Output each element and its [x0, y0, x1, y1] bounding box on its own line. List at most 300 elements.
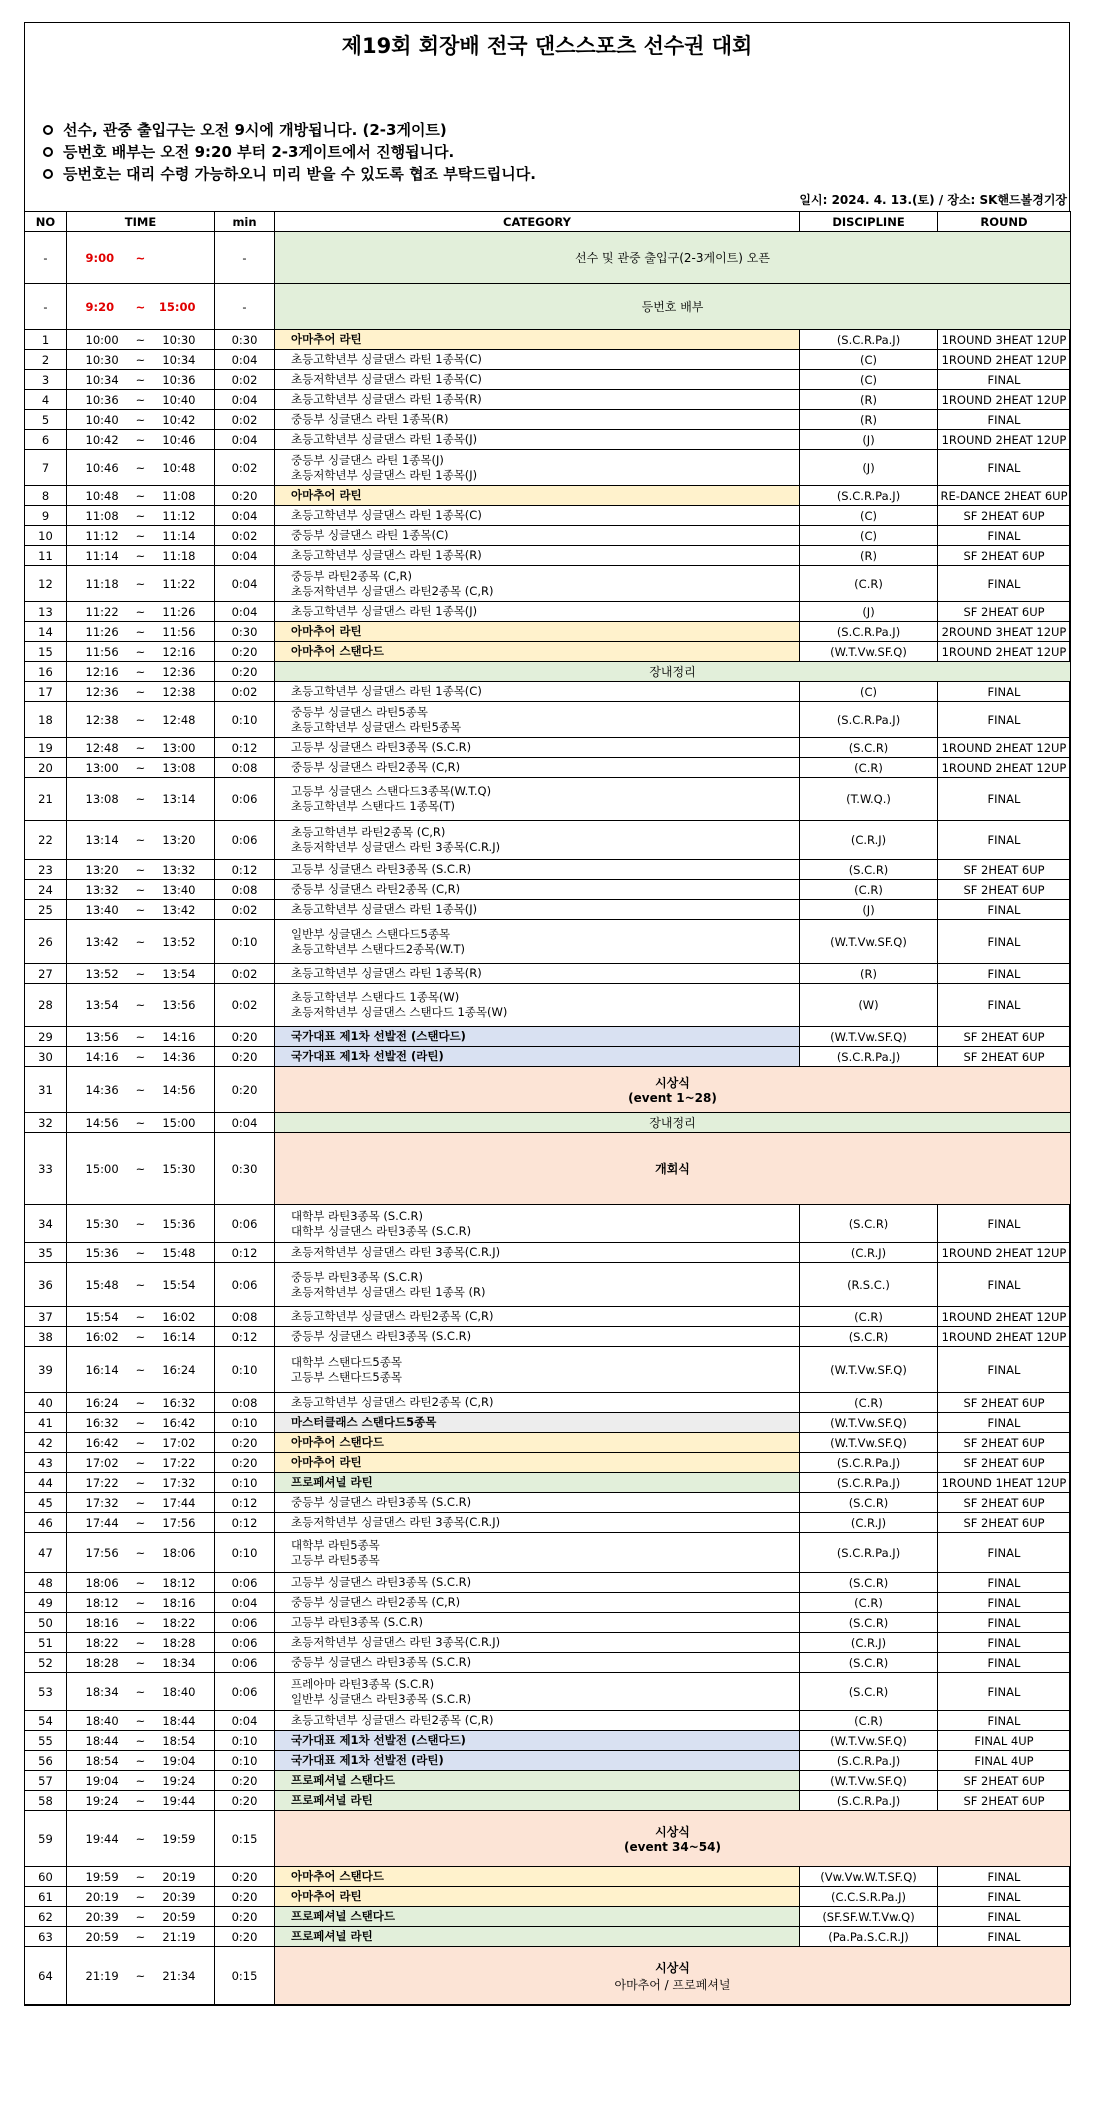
row-time — [67, 1027, 215, 1047]
category-line: 초등저학년부 싱글댄스 라틴 1종목(C) — [291, 372, 482, 386]
row-round: FINAL — [938, 370, 1071, 390]
row-duration: 0:10 — [215, 702, 275, 738]
row-number: 45 — [25, 1493, 67, 1513]
row-number: 34 — [25, 1205, 67, 1243]
time-start: 15:30 — [85, 1216, 119, 1231]
time-end: 11:14 — [162, 528, 196, 543]
category-line: 국가대표 제1차 선발전 (라틴) — [291, 1049, 444, 1063]
row-time — [67, 486, 215, 506]
time-start: 15:36 — [85, 1245, 119, 1260]
row-duration: 0:04 — [215, 506, 275, 526]
time-separator: ~ — [135, 1362, 146, 1377]
row-time — [67, 1067, 215, 1113]
row-discipline: (J) — [800, 900, 938, 920]
row-time — [67, 1205, 215, 1243]
category-line: 중등부 싱글댄스 라틴5종목 — [291, 704, 428, 719]
time-start: 14:16 — [85, 1049, 119, 1064]
row-discipline: (S.C.R.Pa.J) — [800, 1047, 938, 1067]
row-duration: 0:04 — [215, 350, 275, 370]
time-separator: ~ — [135, 1395, 146, 1410]
row-category — [275, 682, 800, 702]
time-end: 11:12 — [162, 508, 196, 523]
time-end: 16:42 — [162, 1415, 196, 1430]
time-separator: ~ — [135, 528, 146, 543]
row-number: - — [25, 232, 67, 284]
category-line: 중등부 싱글댄스 라틴3종목 (S.C.R) — [291, 1655, 472, 1669]
time-separator: ~ — [135, 392, 146, 407]
category-line: 초등고학년부 싱글댄스 라틴 1종목(R) — [291, 548, 482, 562]
row-round: FINAL 4UP — [938, 1731, 1071, 1751]
row-round: FINAL — [938, 1613, 1071, 1633]
table-row — [25, 1593, 1071, 1613]
row-category — [275, 1243, 800, 1263]
time-start: 15:48 — [85, 1277, 119, 1292]
time-end: 15:30 — [162, 1161, 196, 1176]
row-round: FINAL — [938, 920, 1071, 964]
time-start: 13:42 — [85, 934, 119, 949]
row-number: 64 — [25, 1947, 67, 2005]
row-category — [275, 1027, 800, 1047]
header-category: CATEGORY — [275, 212, 800, 232]
time-separator: ~ — [135, 1713, 146, 1728]
category-line: 초등고학년부 싱글댄스 라틴 1종목(C) — [291, 508, 482, 522]
row-duration: 0:02 — [215, 984, 275, 1027]
time-start: 12:36 — [85, 684, 119, 699]
time-end: 13:20 — [162, 833, 196, 847]
table-row — [25, 642, 1071, 662]
row-time — [67, 1327, 215, 1347]
row-discipline: (Vw.Vw.W.T.SF.Q) — [800, 1867, 938, 1887]
time-start: 9:00 — [85, 250, 115, 265]
row-number: 39 — [25, 1347, 67, 1393]
row-discipline: (R) — [800, 964, 938, 984]
time-start: 13:40 — [85, 902, 119, 917]
row-discipline: (C.R) — [800, 758, 938, 778]
category-line: 대학부 싱글댄스 라틴3종목 (S.C.R) — [291, 1223, 472, 1238]
time-start: 13:56 — [85, 1029, 119, 1044]
row-time — [67, 1751, 215, 1771]
row-round: FINAL — [938, 984, 1071, 1027]
row-duration: 0:04 — [215, 566, 275, 602]
time-separator: ~ — [135, 250, 146, 265]
row-duration: 0:20 — [215, 1907, 275, 1927]
time-start: 18:44 — [85, 1733, 119, 1748]
row-number: 60 — [25, 1867, 67, 1887]
time-start: 18:28 — [85, 1655, 119, 1670]
row-duration: 0:20 — [215, 1927, 275, 1947]
time-separator: ~ — [135, 1869, 146, 1884]
row-discipline: (C) — [800, 682, 938, 702]
time-end: 13:32 — [162, 862, 196, 877]
time-separator: ~ — [135, 712, 146, 727]
time-separator: ~ — [135, 1029, 146, 1044]
row-round: SF 2HEAT 6UP — [938, 1493, 1071, 1513]
time-start: 11:26 — [85, 624, 119, 639]
time-start: 12:48 — [85, 740, 119, 755]
time-end: 17:44 — [162, 1495, 196, 1510]
row-category — [275, 1433, 800, 1453]
row-discipline: (W.T.Vw.SF.Q) — [800, 642, 938, 662]
row-duration: 0:20 — [215, 1027, 275, 1047]
category-line: 대학부 라틴5종목 — [291, 1537, 380, 1552]
time-start: 19:04 — [85, 1773, 119, 1788]
row-number: 14 — [25, 622, 67, 642]
row-duration: 0:06 — [215, 1633, 275, 1653]
row-duration: 0:20 — [215, 486, 275, 506]
row-time — [67, 622, 215, 642]
time-start: 18:40 — [85, 1713, 119, 1728]
time-start: 11:14 — [85, 548, 119, 563]
table-row — [25, 1731, 1071, 1751]
row-category — [275, 602, 800, 622]
time-start: 13:32 — [85, 882, 119, 897]
row-discipline: (C) — [800, 506, 938, 526]
row-duration: 0:20 — [215, 1067, 275, 1113]
row-category — [275, 1327, 800, 1347]
row-duration: 0:06 — [215, 1263, 275, 1307]
category-line: 초등고학년부 싱글댄스 라틴2종목 (C,R) — [291, 1309, 494, 1323]
table-row — [25, 920, 1071, 964]
row-round: 1ROUND 2HEAT 12UP — [938, 390, 1071, 410]
row-duration: 0:04 — [215, 430, 275, 450]
row-time — [67, 232, 215, 284]
time-separator: ~ — [135, 508, 146, 523]
time-start: 17:44 — [85, 1515, 119, 1530]
row-duration: 0:04 — [215, 1593, 275, 1613]
row-round: SF 2HEAT 6UP — [938, 860, 1071, 880]
row-duration: 0:04 — [215, 1113, 275, 1133]
row-category — [275, 1633, 800, 1653]
row-round: FINAL — [938, 778, 1071, 821]
time-end: 18:54 — [162, 1733, 196, 1748]
row-time — [67, 1633, 215, 1653]
row-time — [67, 1927, 215, 1947]
row-category — [275, 778, 800, 821]
time-separator: ~ — [135, 1753, 146, 1768]
table-row — [25, 1771, 1071, 1791]
category-line: 중등부 싱글댄스 라틴2종목 (C,R) — [291, 1595, 461, 1609]
row-category — [275, 900, 800, 920]
row-discipline: (S.C.R.Pa.J) — [800, 1473, 938, 1493]
row-time — [67, 1133, 215, 1205]
time-separator: ~ — [135, 833, 146, 847]
time-end: 15:48 — [162, 1245, 196, 1260]
time-separator: ~ — [135, 1515, 146, 1530]
row-category — [275, 860, 800, 880]
time-separator: ~ — [135, 488, 146, 503]
time-separator: ~ — [135, 299, 146, 314]
time-separator: ~ — [135, 1575, 146, 1590]
category-line: 프로페셔널 라틴 — [291, 1929, 373, 1943]
row-round: SF 2HEAT 6UP — [938, 506, 1071, 526]
time-end: 15:00 — [158, 299, 196, 314]
time-start: 16:02 — [85, 1329, 119, 1344]
row-time — [67, 370, 215, 390]
time-start: 11:22 — [85, 604, 119, 619]
category-line: 초등고학년부 싱글댄스 라틴2종목 (C,R) — [291, 1395, 494, 1409]
table-row — [25, 1347, 1071, 1393]
time-separator: ~ — [135, 1277, 146, 1292]
category-line: 아마추어 스탠다드 — [291, 1435, 384, 1449]
time-end: 21:34 — [162, 1968, 196, 1983]
time-end: 18:44 — [162, 1713, 196, 1728]
time-separator: ~ — [135, 862, 146, 877]
time-end: 12:38 — [162, 684, 196, 699]
row-discipline: (C.R.J) — [800, 1633, 938, 1653]
row-round: 1ROUND 2HEAT 12UP — [938, 738, 1071, 758]
time-separator: ~ — [135, 372, 146, 387]
row-number: 18 — [25, 702, 67, 738]
time-end: 18:16 — [162, 1595, 196, 1610]
row-duration: 0:06 — [215, 1613, 275, 1633]
row-number: 16 — [25, 662, 67, 682]
category-line: 초등저학년부 싱글댄스 라틴 3종목(C.R.J) — [291, 1635, 501, 1649]
row-duration: 0:20 — [215, 1791, 275, 1811]
row-time — [67, 350, 215, 370]
row-number: 29 — [25, 1027, 67, 1047]
time-separator: ~ — [135, 902, 146, 917]
time-end: 10:30 — [162, 332, 196, 347]
row-round: 1ROUND 3HEAT 12UP — [938, 330, 1071, 350]
span-title: 시상식 — [655, 1960, 690, 1975]
table-row — [25, 232, 1071, 284]
category-line: 고등부 싱글댄스 라틴3종목 (S.C.R) — [291, 740, 472, 754]
row-number: 62 — [25, 1907, 67, 1927]
table-row — [25, 1433, 1071, 1453]
time-separator: ~ — [135, 1635, 146, 1650]
time-start: 16:42 — [85, 1435, 119, 1450]
row-duration: 0:06 — [215, 1673, 275, 1711]
row-number: 52 — [25, 1653, 67, 1673]
row-duration: 0:02 — [215, 900, 275, 920]
table-row — [25, 1473, 1071, 1493]
time-end: 18:28 — [162, 1635, 196, 1650]
row-category — [275, 1573, 800, 1593]
time-end: 15:54 — [162, 1277, 196, 1292]
time-end: 17:22 — [162, 1455, 196, 1470]
notice-list — [25, 69, 1069, 189]
row-duration: 0:30 — [215, 622, 275, 642]
time-end: 21:19 — [162, 1929, 196, 1944]
table-row — [25, 284, 1071, 330]
row-discipline: (S.C.R.Pa.J) — [800, 1751, 938, 1771]
time-separator: ~ — [135, 1545, 146, 1560]
time-end: 17:56 — [162, 1515, 196, 1530]
row-number: 46 — [25, 1513, 67, 1533]
row-number: 28 — [25, 984, 67, 1027]
time-start: 17:02 — [85, 1455, 119, 1470]
row-number: 17 — [25, 682, 67, 702]
category-line: 아마추어 라틴 — [291, 1889, 362, 1903]
row-time — [67, 390, 215, 410]
time-separator: ~ — [135, 1655, 146, 1670]
row-discipline: (S.C.R) — [800, 1653, 938, 1673]
event-info: 일시: 2024. 4. 13.(토) / 장소: SK핸드볼경기장 — [799, 193, 1067, 207]
time-start: 16:32 — [85, 1415, 119, 1430]
time-start: 10:42 — [85, 432, 119, 447]
row-duration: 0:20 — [215, 1867, 275, 1887]
row-number: 59 — [25, 1811, 67, 1867]
row-category — [275, 1711, 800, 1731]
span-subtitle: (event 1~28) — [628, 1091, 717, 1105]
category-line: 중등부 싱글댄스 라틴3종목 (S.C.R) — [291, 1329, 472, 1343]
header-discipline: DISCIPLINE — [800, 212, 938, 232]
time-end: 12:36 — [162, 664, 196, 679]
category-line: 초등고학년부 싱글댄스 라틴2종목 (C,R) — [291, 1713, 494, 1727]
row-time — [67, 1047, 215, 1067]
time-separator: ~ — [135, 1329, 146, 1344]
row-round: SF 2HEAT 6UP — [938, 602, 1071, 622]
row-time — [67, 1413, 215, 1433]
time-separator: ~ — [135, 1773, 146, 1788]
time-end: 18:40 — [162, 1684, 196, 1699]
row-number: 54 — [25, 1711, 67, 1731]
row-time — [67, 1533, 215, 1573]
category-line: 초등고학년부 싱글댄스 라틴 1종목(C) — [291, 684, 482, 698]
time-end: 11:08 — [162, 488, 196, 503]
table-row — [25, 1263, 1071, 1307]
category-line: 국가대표 제1차 선발전 (라틴) — [291, 1753, 444, 1767]
category-line: 중등부 싱글댄스 라틴2종목 (C,R) — [291, 760, 461, 774]
row-round: 1ROUND 2HEAT 12UP — [938, 1307, 1071, 1327]
row-number: 31 — [25, 1067, 67, 1113]
row-time — [67, 410, 215, 430]
time-end: 13:08 — [162, 760, 196, 775]
row-category — [275, 1771, 800, 1791]
row-category — [275, 984, 800, 1027]
row-duration: 0:20 — [215, 1771, 275, 1791]
row-number: 27 — [25, 964, 67, 984]
row-discipline: (SF.SF.W.T.Vw.Q) — [800, 1907, 938, 1927]
row-round: SF 2HEAT 6UP — [938, 880, 1071, 900]
row-duration: 0:10 — [215, 1533, 275, 1573]
time-start: 18:06 — [85, 1575, 119, 1590]
row-number: 53 — [25, 1673, 67, 1711]
table-row — [25, 1711, 1071, 1731]
row-round: FINAL — [938, 1867, 1071, 1887]
row-number: 57 — [25, 1771, 67, 1791]
time-start: 10:46 — [85, 460, 119, 475]
notice-item — [43, 141, 1069, 163]
row-category — [275, 1613, 800, 1633]
table-row — [25, 1887, 1071, 1907]
table-row — [25, 1133, 1071, 1205]
row-number: 10 — [25, 526, 67, 546]
table-row — [25, 778, 1071, 821]
row-category — [275, 738, 800, 758]
row-number: 36 — [25, 1263, 67, 1307]
row-time — [67, 1573, 215, 1593]
row-duration: 0:08 — [215, 758, 275, 778]
row-round: 2ROUND 3HEAT 12UP — [938, 622, 1071, 642]
span-title: 선수 및 관중 출입구(2-3게이트) 오픈 — [575, 251, 770, 265]
row-time — [67, 284, 215, 330]
table-row — [25, 410, 1071, 430]
category-line: 아마추어 라틴 — [291, 1455, 362, 1469]
table-row — [25, 1791, 1071, 1811]
time-separator: ~ — [135, 1435, 146, 1450]
time-separator: ~ — [135, 1615, 146, 1630]
table-row — [25, 900, 1071, 920]
row-duration: 0:10 — [215, 1751, 275, 1771]
table-row — [25, 1867, 1071, 1887]
time-end: 18:34 — [162, 1655, 196, 1670]
row-duration: 0:08 — [215, 880, 275, 900]
row-number: 33 — [25, 1133, 67, 1205]
category-line: 초등고학년부 라틴2종목 (C,R) — [291, 825, 446, 839]
row-duration: 0:10 — [215, 920, 275, 964]
span-title: 개회식 — [655, 1162, 690, 1176]
table-row — [25, 486, 1071, 506]
row-round: FINAL — [938, 410, 1071, 430]
table-row — [25, 430, 1071, 450]
span-title: 시상식 — [655, 1076, 690, 1090]
category-line: 아마추어 라틴 — [291, 488, 362, 502]
row-round: FINAL — [938, 1347, 1071, 1393]
row-duration: 0:20 — [215, 1887, 275, 1907]
table-row — [25, 602, 1071, 622]
row-number: 63 — [25, 1927, 67, 1947]
time-end: 15:36 — [162, 1216, 196, 1231]
row-time — [67, 964, 215, 984]
row-discipline: (S.C.R) — [800, 1673, 938, 1711]
row-time — [67, 546, 215, 566]
time-start: 13:20 — [85, 862, 119, 877]
time-end: 17:02 — [162, 1435, 196, 1450]
row-discipline: (S.C.R.Pa.J) — [800, 1791, 938, 1811]
row-number: - — [25, 284, 67, 330]
category-line: 중등부 싱글댄스 라틴3종목 (S.C.R) — [291, 1495, 472, 1509]
table-row — [25, 821, 1071, 860]
time-separator: ~ — [135, 624, 146, 639]
row-span-label — [275, 1113, 1071, 1133]
row-duration: 0:12 — [215, 1513, 275, 1533]
row-round: SF 2HEAT 6UP — [938, 1047, 1071, 1067]
table-row — [25, 370, 1071, 390]
row-duration: 0:08 — [215, 1393, 275, 1413]
row-duration: 0:02 — [215, 450, 275, 486]
row-duration: - — [215, 232, 275, 284]
category-line: 초등저학년부 싱글댄스 라틴 3종목(C.R.J) — [291, 1515, 501, 1529]
row-category — [275, 821, 800, 860]
row-number: 26 — [25, 920, 67, 964]
row-discipline: (T.W.Q.) — [800, 778, 938, 821]
row-category — [275, 1263, 800, 1307]
time-start: 14:56 — [85, 1115, 119, 1130]
row-time — [67, 1243, 215, 1263]
category-line: 초등고학년부 싱글댄스 라틴 1종목(R) — [291, 392, 482, 406]
row-number: 15 — [25, 642, 67, 662]
table-header-row — [25, 212, 1071, 232]
table-row — [25, 1205, 1071, 1243]
time-end: 11:26 — [162, 604, 196, 619]
time-start: 13:14 — [85, 833, 119, 847]
row-round: SF 2HEAT 6UP — [938, 1393, 1071, 1413]
table-row — [25, 682, 1071, 702]
category-line: 중등부 싱글댄스 라틴2종목 (C,R) — [291, 882, 461, 896]
table-row — [25, 1673, 1071, 1711]
time-end: 13:54 — [162, 966, 196, 981]
row-round: 1ROUND 2HEAT 12UP — [938, 1327, 1071, 1347]
row-discipline: (R.S.C.) — [800, 1263, 938, 1307]
schedule-sheet — [24, 22, 1070, 2006]
category-line: 프로페셔널 스탠다드 — [291, 1773, 395, 1787]
time-separator: ~ — [135, 332, 146, 347]
row-round: FINAL — [938, 964, 1071, 984]
category-line: 초등저학년부 싱글댄스 라틴 3종목(C.R.J) — [291, 1245, 501, 1259]
category-line: 고등부 스탠다드5종목 — [291, 1369, 402, 1384]
time-start: 18:34 — [85, 1684, 119, 1699]
